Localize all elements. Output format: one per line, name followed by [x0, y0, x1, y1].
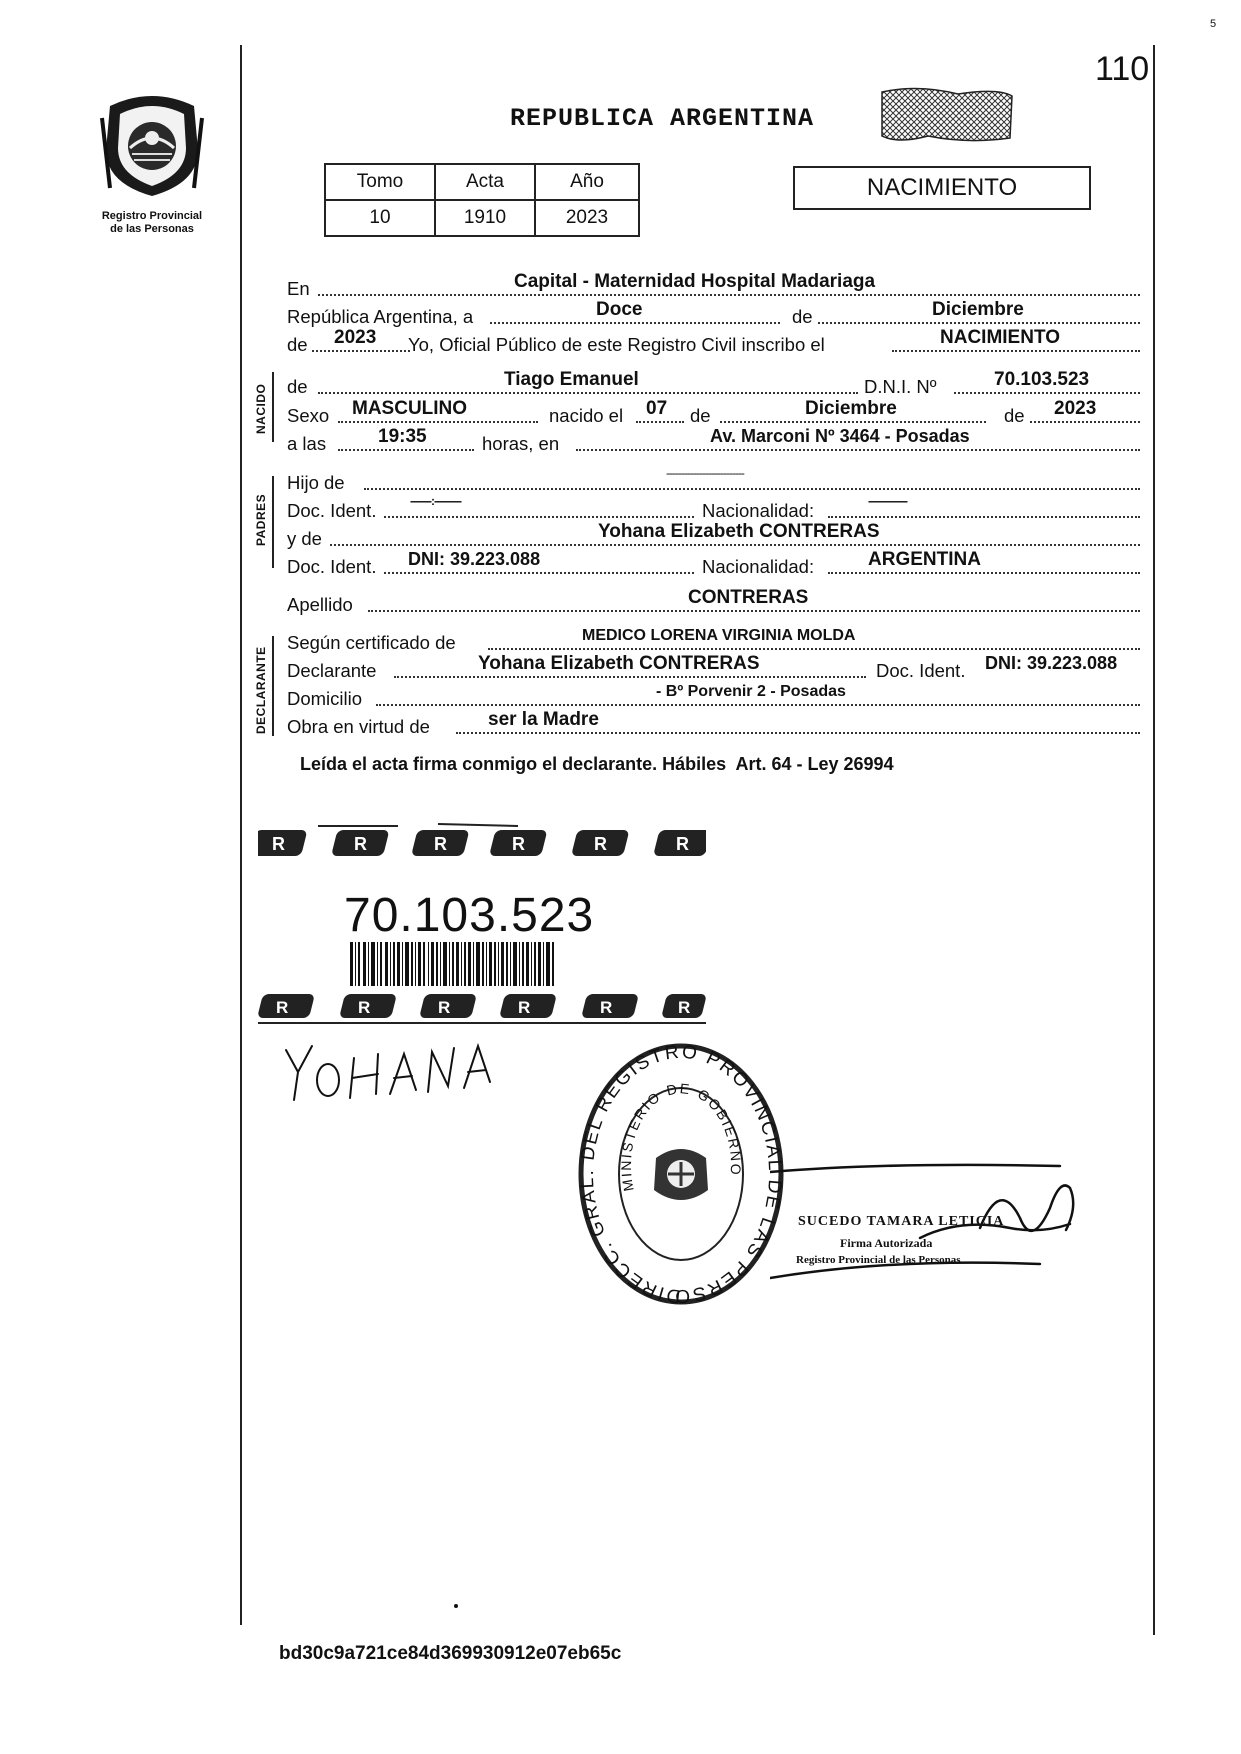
- value-tomo: 10: [325, 200, 435, 236]
- act-type: NACIMIENTO: [866, 174, 1018, 201]
- birth-day: 07: [646, 398, 668, 419]
- closing-statement: Leída el acta firma conmigo el declarante. Hábiles Art. 64 - Ley 26994: [300, 754, 894, 774]
- month-value: Diciembre: [932, 299, 1024, 320]
- svg-text:R: R: [276, 998, 289, 1017]
- doc3-label: Doc. Ident.: [876, 660, 966, 681]
- svg-text:R: R: [518, 998, 531, 1017]
- birth-year-dots: [1030, 421, 1140, 423]
- ink-dot: [454, 1604, 458, 1608]
- padres-bracket: [272, 476, 274, 568]
- official-name: SUCEDO TAMARA LETICIA: [798, 1214, 1005, 1229]
- en-label: En: [287, 278, 310, 299]
- year-value: 2023: [334, 327, 377, 348]
- barcode-icon: [350, 940, 556, 988]
- official-office: Registro Provincial de las Personas: [796, 1254, 961, 1266]
- nac2-dots: [828, 572, 1140, 574]
- doc1-label: Doc. Ident.: [287, 500, 377, 521]
- day-dots: [490, 322, 780, 324]
- alas-label: a las: [287, 433, 327, 454]
- birth-month: Diciembre: [805, 398, 897, 419]
- domicilio-label: Domicilio: [287, 688, 363, 709]
- svg-text:R: R: [594, 834, 607, 854]
- name-value: Tiago Emanuel: [504, 369, 639, 390]
- header-anio: Año: [535, 164, 639, 200]
- declarante-bracket: [272, 636, 274, 736]
- mother-value: Yohana Elizabeth CONTRERAS: [598, 521, 880, 542]
- svg-text:R: R: [600, 998, 613, 1017]
- en-dots: [318, 294, 1140, 296]
- oval-stamp-icon: [576, 1040, 786, 1308]
- security-strip-top: [258, 820, 706, 860]
- time-value: 19:35: [378, 426, 427, 447]
- stamp-ring-text: DIRECC. GRAL. DEL REGISTRO PROVINCIAL DE LAS PERSO: [576, 1041, 786, 1307]
- right-margin-line: [1153, 45, 1155, 1635]
- dni-dots: [954, 392, 1140, 394]
- act-type-box: [793, 166, 1091, 210]
- time-dots: [338, 449, 474, 451]
- nac2-value: ARGENTINA: [868, 549, 981, 570]
- obra-value: ser la Madre: [488, 709, 599, 730]
- nac2-label: Nacionalidad:: [702, 556, 815, 577]
- official-stamp: [576, 1040, 786, 1308]
- obra-label: Obra en virtud de: [287, 716, 430, 737]
- name-label: de: [287, 376, 308, 397]
- official-role: Firma Autorizada: [840, 1236, 933, 1250]
- doc2-dots: [384, 572, 694, 574]
- domicilio-value: - Bº Porvenir 2 - Posadas: [656, 683, 846, 700]
- yde-label: y de: [287, 528, 322, 549]
- hijo-value: --------------------------: [666, 466, 744, 480]
- horas-label: horas, en: [482, 433, 560, 454]
- declarante-dots: [394, 676, 866, 678]
- de-label: de: [792, 306, 813, 327]
- nac1-dots: [828, 516, 1140, 518]
- edge-mark: 5: [1210, 18, 1217, 30]
- domicilio-dots: [376, 704, 1140, 706]
- official-signature: [770, 1158, 1090, 1288]
- logo-caption-line2: de las Personas: [110, 223, 194, 235]
- province-logo: [98, 88, 206, 198]
- doc1-dots: [384, 516, 694, 518]
- header-acta: Acta: [435, 164, 535, 200]
- barcode-number: 70.103.523: [344, 889, 595, 942]
- hologram-icon: [878, 86, 1016, 144]
- en-value: Capital - Maternidad Hospital Madariaga: [514, 271, 876, 292]
- stamp-inner-text: MINISTERIO DE GOBIERNO: [617, 1080, 745, 1193]
- left-margin-line: [240, 45, 242, 1625]
- apellido-dots: [368, 610, 1140, 612]
- handwritten-signature-yohana: [278, 1036, 508, 1106]
- logo-caption: [76, 210, 228, 236]
- oficial-text: Yo, Oficial Público de este Registro Civil inscribo el: [408, 334, 825, 355]
- birth-year: 2023: [1054, 398, 1097, 419]
- nacido-bracket: [272, 372, 274, 442]
- segun-dots: [488, 648, 1140, 650]
- svg-text:R: R: [512, 834, 525, 854]
- nacido-label: nacido el: [549, 405, 624, 426]
- birth-day-dots: [636, 421, 684, 423]
- svg-text:R: R: [354, 834, 367, 854]
- obra-dots: [456, 732, 1140, 734]
- security-pattern-icon: [258, 820, 706, 860]
- country-title: REPUBLICA ARGENTINA: [510, 104, 815, 133]
- mother-dots: [330, 544, 1140, 546]
- svg-text:R: R: [438, 998, 451, 1017]
- sexo-value: MASCULINO: [352, 398, 468, 419]
- place-value: Av. Marconi Nº 3464 - Posadas: [710, 426, 970, 446]
- document-hash: bd30c9a721ce84d369930912e07eb65c: [279, 1643, 622, 1664]
- inscribo-dots: [892, 350, 1140, 352]
- inscribo-value: NACIMIENTO: [940, 327, 1060, 348]
- logo-caption-line1: Registro Provincial: [101, 210, 203, 222]
- svg-text:R: R: [358, 998, 371, 1017]
- declarant-signature: [278, 1036, 508, 1111]
- header-tomo: Tomo: [325, 164, 435, 200]
- nac1-label: Nacionalidad:: [702, 500, 815, 521]
- dni-label: D.N.I. Nº: [864, 376, 937, 397]
- declarante-label: Declarante: [287, 660, 377, 681]
- svg-text:R: R: [678, 998, 691, 1017]
- place-dots: [576, 449, 1140, 451]
- sexo-label: Sexo: [287, 405, 330, 426]
- doc2-value: DNI: 39.223.088: [408, 549, 541, 569]
- security-pattern-icon: [258, 990, 706, 1026]
- year-prefix: de: [287, 334, 308, 355]
- sexo-dots: [338, 421, 538, 423]
- svg-text:R: R: [272, 834, 285, 854]
- year-dots: [312, 350, 410, 352]
- nac1-value: -------------: [868, 494, 907, 508]
- month-dots: [818, 322, 1140, 324]
- side-label-padres: PADRES: [254, 493, 268, 546]
- side-label-nacido: NACIDO: [254, 383, 268, 434]
- apellido-value: CONTRERAS: [688, 587, 809, 608]
- dni-value: 70.103.523: [994, 369, 1090, 390]
- side-label-declarante: DECLARANTE: [254, 646, 268, 734]
- doc2-label: Doc. Ident.: [287, 556, 377, 577]
- declarante-value: Yohana Elizabeth CONTRERAS: [478, 653, 760, 674]
- hijo-dots: [364, 488, 1140, 490]
- segun-label: Según certificado de: [287, 632, 456, 653]
- barcode: [350, 940, 556, 988]
- segun-value: MEDICO LORENA VIRGINIA MOLDA: [582, 627, 856, 644]
- svg-text:R: R: [434, 834, 447, 854]
- birth-month-dots: [720, 421, 986, 423]
- birth-de2: de: [1004, 405, 1025, 426]
- svg-text:R: R: [676, 834, 689, 854]
- value-acta: 1910: [435, 200, 535, 236]
- day-value: Doce: [596, 299, 643, 320]
- doc3-value: DNI: 39.223.088: [985, 653, 1118, 673]
- security-strip-bottom: [258, 990, 706, 1026]
- hijo-label: Hijo de: [287, 472, 345, 493]
- hologram-stamp: [878, 86, 1016, 144]
- republica-label: República Argentina, a: [287, 306, 474, 327]
- page-number: 110: [1095, 50, 1150, 88]
- value-anio: 2023: [535, 200, 639, 236]
- doc1-value: -------:---------: [410, 494, 461, 508]
- registry-table: [324, 163, 640, 237]
- province-seal-icon: [98, 88, 206, 198]
- apellido-label: Apellido: [287, 594, 353, 615]
- name-dots: [318, 392, 858, 394]
- birth-de1: de: [690, 405, 711, 426]
